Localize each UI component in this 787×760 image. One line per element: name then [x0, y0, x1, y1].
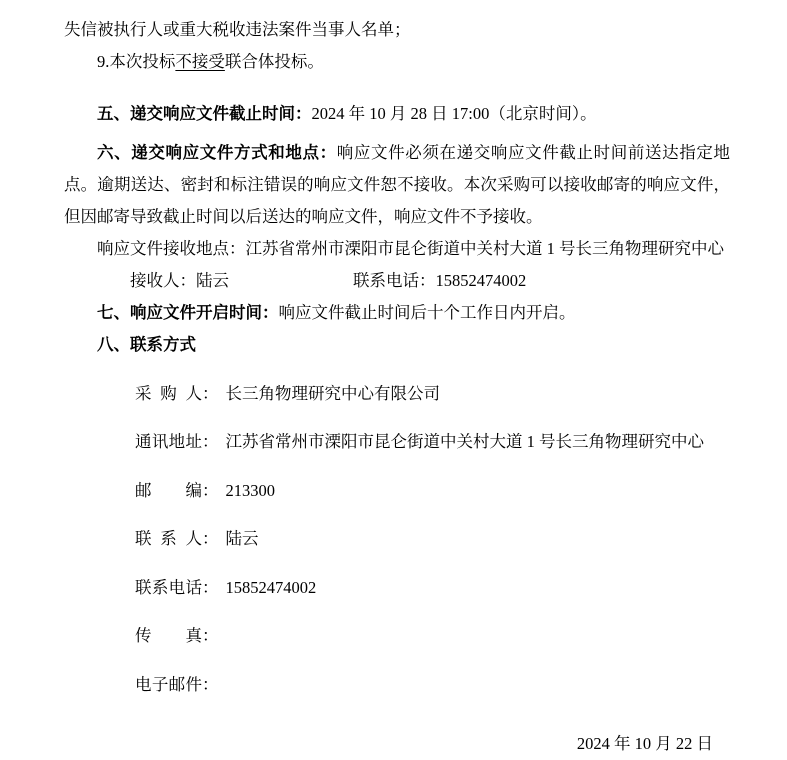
contact-colon: ：: [202, 529, 219, 548]
receive-location-value: 江苏省常州市溧阳市昆仑街道中关村大道 1 号长三角物理研究中心: [245, 239, 724, 258]
receiver-value: 陆云: [196, 271, 229, 290]
contact-label: 联系人: [135, 529, 202, 548]
section-8-heading: 八、联系方式: [97, 336, 196, 354]
contact-row-purchaser: [135, 378, 730, 410]
receiver-label: 接收人：: [130, 271, 196, 290]
contact-row-postcode: [135, 475, 730, 507]
section-7-line: [64, 297, 730, 329]
section-7-heading: 七、响应文件开启时间：: [97, 304, 279, 322]
contact-colon: ：: [202, 480, 219, 500]
section-6-paragraph: [64, 137, 730, 233]
section-6-text: 响应文件必须在递交响应文件截止时间前送达指定地点。逾期送达、密封和标注错误的响应文件恕不接收。本次采购可以接收邮寄的响应文件，但因邮寄导致截止时间以后送达的响应文件，响应文件不予接收。: [64, 143, 730, 226]
contact-value: 213300: [225, 480, 275, 500]
clause-9-prefix: 9.本次投标: [97, 52, 176, 71]
contact-value: 15852474002: [225, 577, 317, 597]
contact-colon: ：: [202, 432, 219, 451]
contact-colon: ：: [202, 577, 219, 597]
contact-label: 电子邮件: [135, 674, 202, 694]
contact-row-contact-person: [135, 523, 730, 555]
contact-row-phone: [135, 572, 730, 604]
section-5-text: 2024 年 10 月 28 日 17:00（北京时间）。: [311, 104, 597, 123]
contact-label: 联系电话: [135, 577, 202, 597]
contact-label: 采购人: [135, 383, 202, 403]
contact-label: 传真: [135, 626, 202, 645]
receiver-phone-label: 联系电话：: [353, 271, 436, 290]
continuation-line: 失信被执行人或重大税收违法案件当事人名单；: [64, 20, 411, 39]
contact-row-email: [135, 669, 730, 701]
section-7-text: 响应文件截止时间后十个工作日内开启。: [278, 303, 576, 322]
contact-value: 江苏省常州市溧阳市昆仑街道中关村大道 1 号长三角物理研究中心: [225, 432, 704, 451]
contact-value: 陆云: [225, 529, 259, 548]
document-date: 2024 年 10 月 22 日: [576, 733, 713, 753]
clause-9-line: [64, 46, 730, 78]
section-5-heading: 五、递交响应文件截止时间：: [97, 105, 312, 123]
receive-location-label: 响应文件接收地点：: [97, 239, 246, 258]
contact-value: 长三角物理研究中心有限公司: [225, 383, 440, 403]
receiver-phone-value: 15852474002: [435, 271, 527, 290]
contact-row-address: [135, 426, 730, 458]
section-6-heading: 六、递交响应文件方式和地点：: [97, 144, 337, 162]
receiver-line: [64, 265, 730, 297]
contact-label: 通讯地址: [135, 432, 202, 451]
clause-9-suffix: 联合体投标。: [224, 52, 324, 71]
receiver-segment: [97, 265, 353, 297]
contact-colon: ：: [202, 674, 219, 694]
contact-colon: ：: [202, 626, 219, 645]
clause-9-underlined-text: 不接受: [175, 52, 225, 71]
receive-location-line: [64, 233, 730, 265]
contact-row-fax: [135, 620, 730, 652]
contact-label: 邮编: [135, 480, 202, 500]
section-5-line: [64, 98, 730, 130]
contact-colon: ：: [202, 383, 219, 403]
